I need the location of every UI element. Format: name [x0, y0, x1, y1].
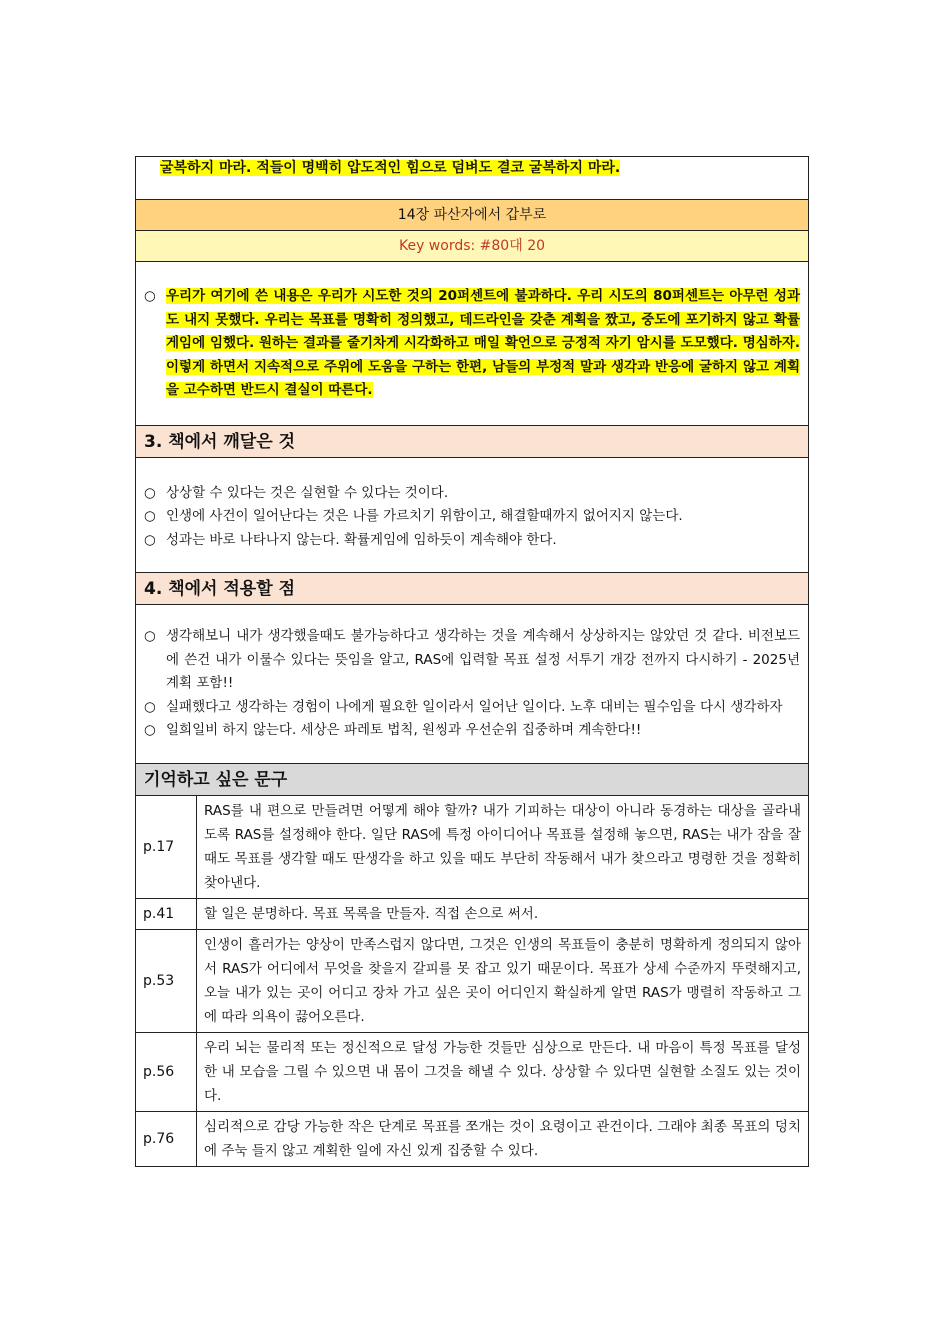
quote-page: p.56 — [136, 1033, 197, 1111]
list-item — [144, 719, 800, 743]
list-item-text: 인생에 사건이 일어난다는 것은 나를 가르치기 위함이고, 해결할때까지 없어지지 않는다. — [166, 508, 683, 524]
list-item — [144, 696, 800, 720]
bullet-icon: ○ — [144, 698, 156, 715]
section4-title: 4. 책에서 적용할 점 — [135, 573, 809, 605]
section4-body — [135, 605, 809, 764]
quote-page: p.17 — [136, 796, 197, 898]
top-quote: 굴복하지 마라. 적들이 명백히 압도적인 힘으로 덤벼도 결코 굴복하지 마라. — [160, 160, 621, 176]
intro-item — [144, 285, 800, 403]
quote-page: p.76 — [136, 1112, 197, 1166]
quote-row — [135, 1112, 809, 1167]
quote-text: RAS를 내 편으로 만들려면 어떻게 해야 할까? 내가 기피하는 대상이 아니라 동경하는 대상을 골라내도록 RAS를 설정해야 한다. 일단 RAS에 특정 아이디어나 목표를 설정해 놓으면, RAS는 내가 잠을 잘 때도 목표를 생각할 때도 딴생각을 하고 있을 때도 부단히 작동해서 내가 찾으라고 명령한 것을 정확히 찾아낸다. — [204, 802, 801, 891]
bullet-icon: ○ — [144, 722, 156, 738]
quote-text: 할 일은 분명하다. 목표 목록을 만들자. 직접 손으로 써서. — [204, 905, 539, 922]
bullet-icon: ○ — [144, 288, 156, 304]
list-item — [144, 505, 800, 529]
list-item-text: 생각해보니 내가 생각했을때도 불가능하다고 생각하는 것을 계속해서 상상하지는 않았던 것 같다. 비전보드에 쓴건 내가 이룰수 있다는 뜻임을 알고, RAS에 입력할 목표 설정 서투기 개강 전까지 다시하기 - 2025년 계획 포함!! — [166, 628, 800, 691]
bullet-icon: ○ — [144, 508, 156, 524]
quote-text: 심리적으로 감당 가능한 작은 단계로 목표를 쪼개는 것이 요령이고 관건이다. 그래야 최종 목표의 덩치에 주눅 들지 않고 계획한 일에 자신 있게 집중할 수 있다. — [204, 1118, 801, 1159]
bullet-icon: ○ — [144, 484, 156, 501]
quotes-title: 기억하고 싶은 문구 — [135, 764, 809, 796]
quote-text: 인생이 흘러가는 양상이 만족스럽지 않다면, 그것은 인생의 목표들이 충분히 명확하게 정의되지 않아서 RAS가 어디에서 무엇을 찾을지 갈피를 못 잡고 있기 때문이다. 목표가 상세 수준까지 뚜렷해지고, 오늘 내가 있는 곳이 어디고 장차 가고 싶은 곳이 어디인지 확실하게 알면 RAS가 맹렬히 작동하고 그에 따라 의욕이 끓어오른다. — [204, 936, 801, 1025]
intro-cell — [135, 262, 809, 426]
quote-row — [135, 796, 809, 899]
list-item-text: 상상할 수 있다는 것은 실현할 수 있다는 것이다. — [166, 484, 449, 501]
document-table — [135, 156, 809, 1167]
quote-row — [135, 930, 809, 1033]
list-item — [144, 529, 800, 553]
top-quote-cell — [135, 156, 809, 200]
list-item-text: 실패했다고 생각하는 경험이 나에게 필요한 일이라서 일어난 일이다. 노후 대비는 필수임을 다시 생각하자 — [166, 698, 783, 715]
chapter-title: 14장 파산자에서 갑부로 — [135, 200, 809, 231]
keywords: Key words: #80대 20 — [135, 231, 809, 262]
quote-page: p.53 — [136, 930, 197, 1032]
list-item — [144, 625, 800, 696]
bullet-icon: ○ — [144, 628, 156, 644]
list-item-text: 성과는 바로 나타나지 않는다. 확률게임에 임하듯이 계속해야 한다. — [166, 531, 557, 548]
quote-page: p.41 — [136, 899, 197, 929]
section3-body — [135, 458, 809, 574]
quote-row — [135, 899, 809, 930]
section3-title: 3. 책에서 깨달은 것 — [135, 426, 809, 458]
bullet-icon: ○ — [144, 531, 156, 548]
quote-text: 우리 뇌는 물리적 또는 정신적으로 달성 가능한 것들만 심상으로 만든다. 내 마음이 특정 목표를 달성한 내 모습을 그릴 수 있으면 내 몸이 그것을 해낼 수 있다. 상상할 수 있다면 실현할 소질도 있는 것이다. — [204, 1039, 801, 1104]
list-item-text: 일희일비 하지 않는다. 세상은 파레토 법칙, 원씽과 우선순위 집중하며 계속한다!! — [166, 722, 642, 738]
intro-text: 우리가 여기에 쓴 내용은 우리가 시도한 것의 20퍼센트에 불과하다. 우리 시도의 80퍼센트는 아무런 성과도 내지 못했다. 우리는 목표를 명확히 정의했고, 데드라인을 갖춘 계획을 짰고, 중도에 포기하지 않고 확률게임에 임했다. 원하는 결과를 줄기차게 시각화하고 매일 확언으로 긍정적 자기 암시를 도모했다. 명심하자. 이렇게 하면서 지속적으로 주위에 도움을 구하는 한편, 남들의 부정적 말과 생각과 반응에 굴하지 않고 계획을 고수하면 반드시 결실이 따른다. — [166, 288, 800, 398]
quote-row — [135, 1033, 809, 1112]
list-item — [144, 482, 800, 506]
